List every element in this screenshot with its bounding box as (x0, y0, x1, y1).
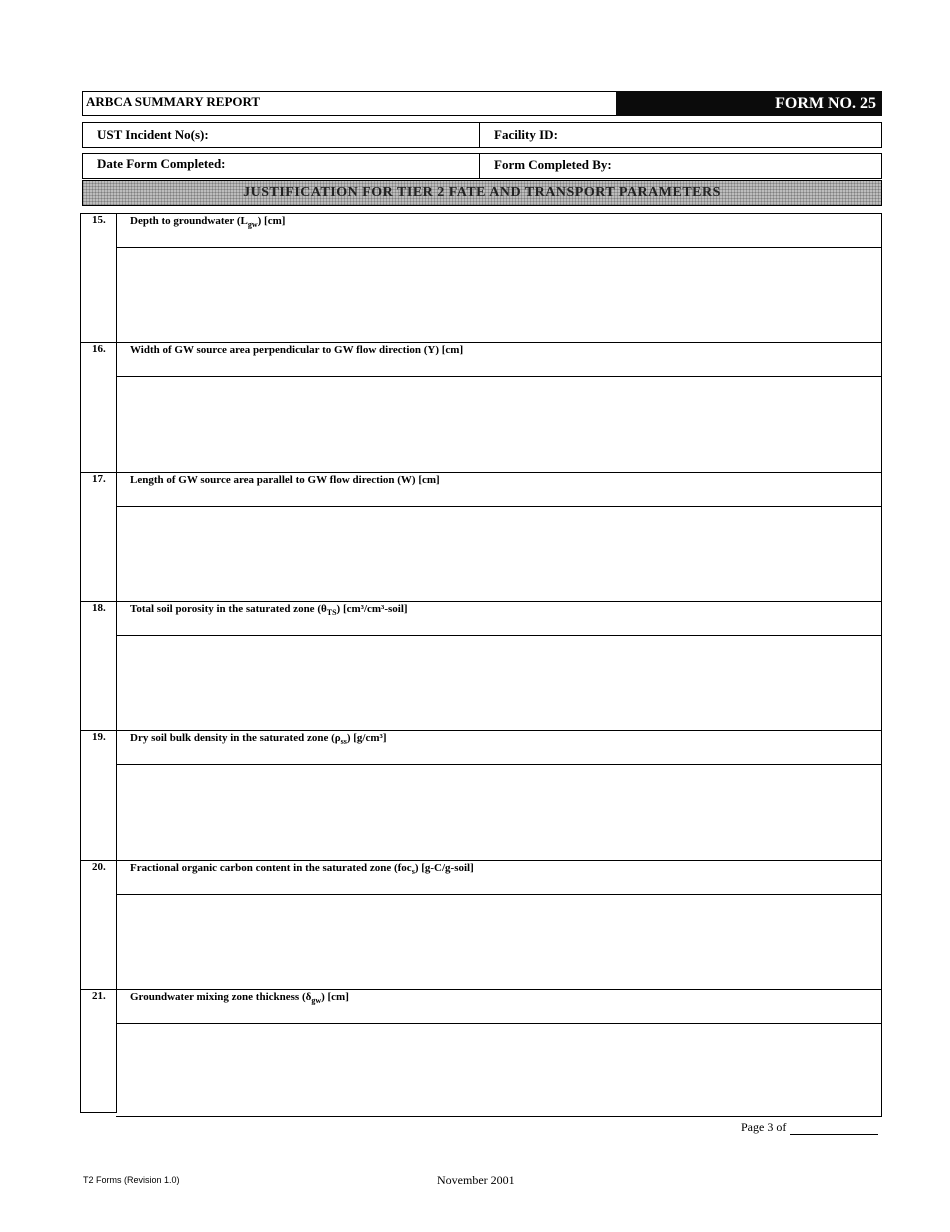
item-label-subscript: gw (247, 220, 258, 230)
justification-entry-area[interactable] (117, 1024, 881, 1117)
ust-incident-label: UST Incident No(s): (97, 127, 209, 142)
justification-entry-area[interactable] (117, 765, 881, 858)
justification-entry-area[interactable] (117, 377, 881, 470)
item-number: 19. (92, 731, 106, 743)
item-label: Total soil porosity in the saturated zone $(\theta_{TS})$ [cm³/cm³-soil] (130, 603, 408, 618)
item-label-subscript: s (411, 867, 415, 877)
justification-entry-area[interactable] (117, 248, 881, 341)
item-top-line (80, 860, 882, 861)
item-top-line (80, 601, 882, 602)
item-label: Depth to groundwater $(L_{gw})$ [cm] (130, 215, 286, 230)
justification-entry-area[interactable] (117, 895, 881, 988)
item-top-line (80, 342, 882, 343)
completed-by-label: Form Completed By: (494, 157, 612, 172)
items-bottom-border (80, 1112, 117, 1113)
item-number: 18. (92, 602, 106, 614)
revision-date: November 2001 (437, 1173, 515, 1187)
item-top-line (80, 730, 882, 731)
report-title: ARBCA SUMMARY REPORT (86, 94, 261, 109)
justification-entry-area[interactable] (117, 507, 881, 600)
section-banner (82, 180, 882, 206)
item-number: 20. (92, 861, 106, 873)
item-top-line (80, 472, 882, 473)
item-label: Fractional organic carbon content in the saturated zone (foc$_s$) [g-C/g-soil] (130, 862, 474, 877)
item-number: 17. (92, 473, 106, 485)
item-top-line (80, 213, 882, 214)
form-number: FORM NO. 25 (616, 91, 882, 116)
facility-id-label: Facility ID: (494, 127, 558, 142)
item-label: Width of GW source area perpendicular to GW flow direction (Y) [cm] (130, 344, 464, 356)
items-left-border (80, 213, 81, 1112)
item-label: Groundwater mixing zone thickness $(\delta_{gw})$ [cm] (130, 991, 349, 1006)
item-label: Length of GW source area parallel to GW flow direction (W) [cm] (130, 474, 440, 486)
item-number: 15. (92, 214, 106, 226)
item-label-subscript: gw (311, 996, 322, 1006)
date-completed-label: Date Form Completed: (97, 156, 226, 171)
page-number: Page 3 of (741, 1120, 787, 1134)
page-total-field[interactable] (790, 1134, 878, 1135)
item-number: 16. (92, 343, 106, 355)
section-title: JUSTIFICATION FOR TIER 2 FATE AND TRANSPORT PARAMETERS (243, 185, 721, 200)
form-revision: T2 Forms (Revision 1.0) (83, 1175, 180, 1185)
justification-entry-area[interactable] (117, 636, 881, 729)
info-divider (479, 122, 480, 148)
info-divider (479, 153, 480, 179)
item-label: Dry soil bulk density in the saturated zone $(\rho_{ss})$ [g/cm³] (130, 732, 387, 747)
item-top-line (80, 989, 882, 990)
item-label-subscript: ss (340, 737, 347, 747)
items-right-border (881, 213, 882, 1116)
item-label-subscript: TS (326, 608, 337, 618)
item-number: 21. (92, 990, 106, 1002)
